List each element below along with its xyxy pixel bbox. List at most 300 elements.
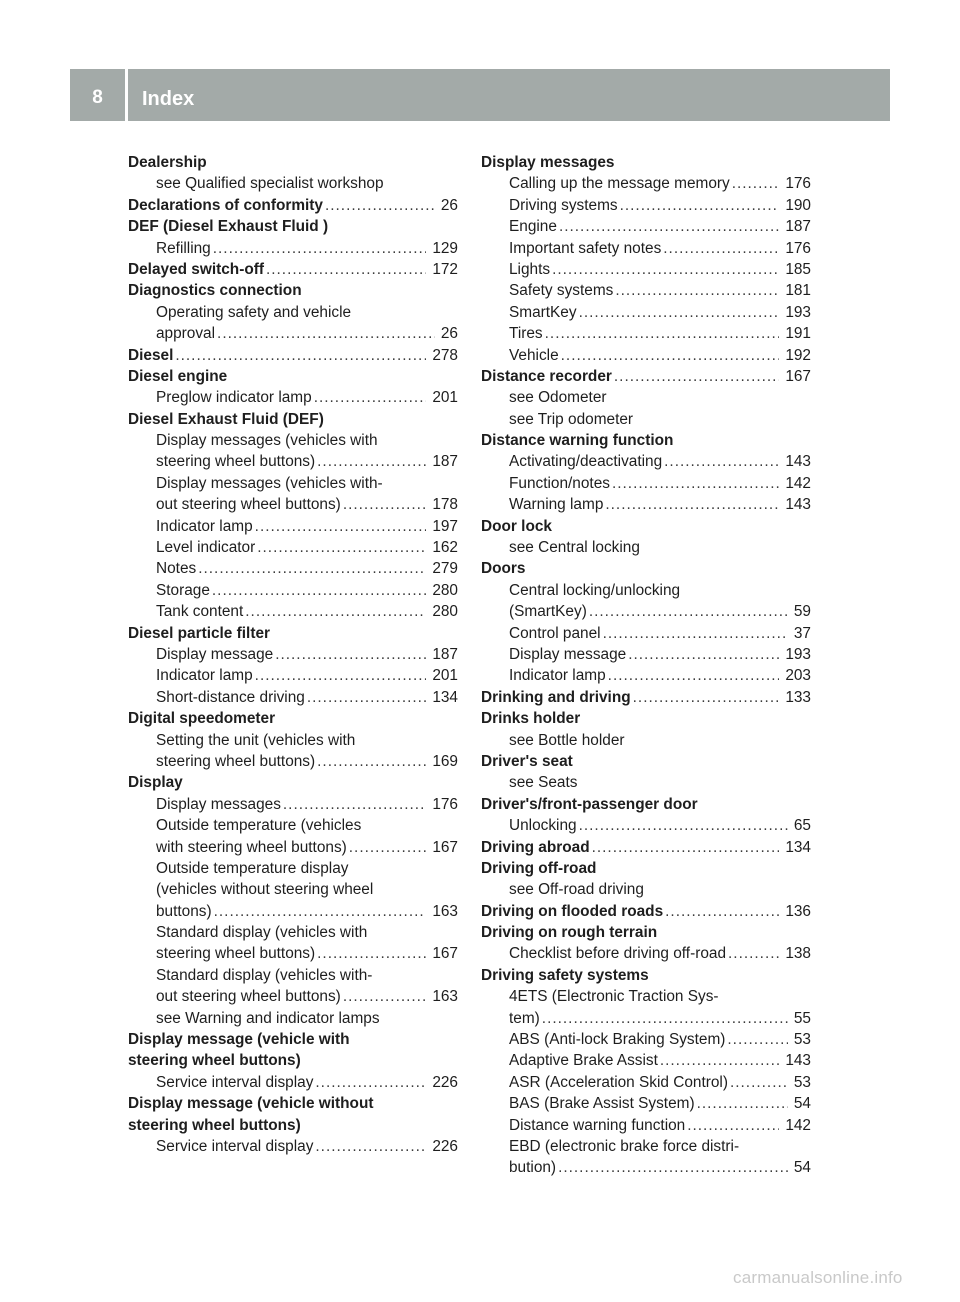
index-subentry — [481, 1115, 811, 1136]
entry-text: see Off-road driving — [509, 881, 644, 899]
index-subentry — [128, 858, 458, 879]
page-number: 8 — [92, 87, 103, 108]
index-subentry — [128, 494, 458, 515]
index-subentry — [128, 901, 458, 922]
index-subentry — [128, 751, 458, 772]
dot-leader — [315, 451, 426, 472]
entry-text: steering wheel buttons) — [156, 752, 316, 770]
page-reference[interactable]: 187 — [432, 645, 458, 663]
entry-text: bution) — [509, 1159, 557, 1177]
entry-text: Operating safety and vehicle — [156, 303, 352, 321]
entry-text: Lights — [509, 260, 551, 278]
page-reference[interactable]: 226 — [432, 1073, 458, 1091]
watermark: carmanualsonline.info — [733, 1268, 903, 1287]
index-subentry — [481, 216, 811, 237]
dot-leader — [603, 494, 779, 515]
page-reference[interactable]: 138 — [785, 945, 811, 963]
entry-text: Central locking/unlocking — [509, 581, 681, 599]
index-heading — [128, 152, 458, 173]
index-subentry — [128, 302, 458, 323]
dot-leader — [587, 601, 788, 622]
entry-text: steering wheel buttons) — [156, 453, 316, 471]
index-subentry — [481, 986, 811, 1007]
page-reference[interactable]: 203 — [785, 667, 811, 685]
index-subentry — [481, 580, 811, 601]
section-title: Index — [142, 88, 195, 110]
index-subentry — [128, 238, 458, 259]
index-heading — [481, 837, 811, 858]
entry-text: Function/notes — [509, 474, 610, 492]
entry-text: Short-distance driving — [156, 688, 305, 706]
entry-text: Standard display (vehicles with- — [156, 966, 373, 984]
page-reference[interactable]: 53 — [793, 1031, 811, 1049]
page-reference[interactable]: 278 — [432, 346, 458, 364]
index-heading — [128, 280, 458, 301]
index-heading — [481, 558, 811, 579]
index-subentry — [128, 1072, 458, 1093]
entry-text: Standard display (vehicles with — [156, 924, 368, 942]
entry-text: see Bottle holder — [509, 731, 625, 749]
index-heading — [481, 858, 811, 879]
index-subentry — [128, 1136, 458, 1157]
dot-leader — [577, 815, 788, 836]
index-heading — [128, 366, 458, 387]
entry-text: ABS (Anti-lock Braking System) — [509, 1031, 726, 1049]
entry-text: Warning lamp — [509, 496, 604, 514]
dot-leader — [341, 494, 427, 515]
index-subentry — [128, 730, 458, 751]
page-reference[interactable]: 172 — [432, 260, 458, 278]
index-subentry — [481, 259, 811, 280]
entry-text: Outside temperature (vehicles — [156, 817, 362, 835]
index-subentry — [128, 430, 458, 451]
index-subentry — [481, 473, 811, 494]
entry-text: 4ETS (Electronic Traction Sys- — [509, 988, 719, 1006]
entry-text: Activating/deactivating — [509, 453, 663, 471]
index-subentry — [128, 1008, 458, 1029]
page-reference[interactable]: 134 — [785, 838, 811, 856]
index-subentry — [128, 473, 458, 494]
entry-text: Safety systems — [509, 282, 614, 300]
index-column-right — [481, 152, 811, 1179]
index-subentry — [481, 730, 811, 751]
index-heading — [128, 409, 458, 430]
entry-text: Driving safety systems — [481, 966, 649, 984]
page-reference[interactable]: 191 — [785, 325, 811, 343]
dot-leader — [730, 173, 780, 194]
entry-text: ASR (Acceleration Skid Control) — [509, 1073, 728, 1091]
entry-text: steering wheel buttons) — [156, 945, 316, 963]
dot-leader — [543, 323, 780, 344]
entry-text: Indicator lamp — [156, 517, 253, 535]
index-heading — [481, 687, 811, 708]
page-reference[interactable]: 187 — [432, 453, 458, 471]
entry-text: see Qualified specialist workshop — [156, 175, 384, 193]
index-heading — [481, 152, 811, 173]
index-subentry — [481, 1072, 811, 1093]
index-heading — [481, 794, 811, 815]
index-subentry — [481, 323, 811, 344]
page-reference[interactable]: 176 — [432, 795, 458, 813]
entry-text: Doors — [481, 560, 526, 578]
page-reference[interactable]: 167 — [432, 838, 458, 856]
index-subentry — [481, 451, 811, 472]
page-reference[interactable]: 193 — [785, 303, 811, 321]
index-subentry — [481, 601, 811, 622]
index-heading — [128, 1115, 458, 1136]
dot-leader — [211, 238, 427, 259]
entry-text: Drinking and driving — [481, 688, 631, 706]
entry-text: Diesel particle filter — [128, 624, 270, 642]
entry-text: Display messages — [481, 154, 615, 171]
dot-leader — [658, 1050, 779, 1071]
page-reference[interactable]: 190 — [785, 196, 811, 214]
index-subentry — [481, 1008, 811, 1029]
index-subentry — [481, 623, 811, 644]
entry-text: Preglow indicator lamp — [156, 389, 312, 407]
index-subentry — [481, 387, 811, 408]
index-subentry — [128, 323, 458, 344]
index-subentry — [481, 238, 811, 259]
page-reference[interactable]: 280 — [432, 603, 458, 621]
page-reference[interactable]: 134 — [432, 688, 458, 706]
index-column-left — [128, 152, 458, 1157]
dot-leader — [590, 837, 780, 858]
entry-text: Engine — [509, 218, 557, 236]
dot-leader — [312, 387, 427, 408]
entry-text: Display message (vehicle without — [128, 1095, 374, 1113]
page-reference[interactable]: 133 — [785, 688, 811, 706]
dot-leader — [685, 1115, 779, 1136]
dot-leader — [606, 665, 780, 686]
index-subentry — [481, 1029, 811, 1050]
index-heading — [481, 965, 811, 986]
dot-leader — [556, 1157, 788, 1178]
page-reference[interactable]: 197 — [432, 517, 458, 535]
page-reference[interactable]: 37 — [793, 624, 811, 642]
entry-text: DEF (Diesel Exhaust Fluid ) — [128, 218, 329, 236]
index-subentry — [481, 345, 811, 366]
entry-text: steering wheel buttons) — [128, 1052, 301, 1070]
page-reference[interactable]: 129 — [432, 239, 458, 257]
index-heading — [481, 516, 811, 537]
entry-text: Setting the unit (vehicles with — [156, 731, 356, 749]
dot-leader — [662, 451, 779, 472]
dot-leader — [212, 901, 427, 922]
entry-text: out steering wheel buttons) — [156, 496, 341, 514]
entry-text: Indicator lamp — [156, 667, 253, 685]
dot-leader — [315, 943, 426, 964]
entry-text: BAS (Brake Assist System) — [509, 1095, 695, 1113]
entry-text: Storage — [156, 581, 210, 599]
page-reference[interactable]: 142 — [785, 1116, 811, 1134]
dot-leader — [173, 345, 426, 366]
index-subentry — [481, 1157, 811, 1178]
dot-leader — [661, 238, 779, 259]
entry-text: Display message (vehicle with — [128, 1031, 350, 1049]
index-subentry — [128, 815, 458, 836]
index-subentry — [128, 537, 458, 558]
dot-leader — [601, 623, 788, 644]
dot-leader — [243, 601, 426, 622]
dot-leader — [253, 665, 427, 686]
entry-text: Driving off-road — [481, 859, 597, 877]
entry-text: Dealership — [128, 154, 207, 171]
index-heading — [481, 751, 811, 772]
dot-leader — [610, 473, 779, 494]
page-reference[interactable]: 59 — [793, 603, 811, 621]
entry-text: buttons) — [156, 902, 212, 920]
page-reference[interactable]: 176 — [785, 239, 811, 257]
index-heading — [481, 708, 811, 729]
dot-leader — [210, 580, 426, 601]
index-heading — [128, 1093, 458, 1114]
dot-leader — [557, 216, 779, 237]
page-reference[interactable]: 136 — [785, 902, 811, 920]
entry-text: Diesel Exhaust Fluid (DEF) — [128, 410, 324, 428]
index-subentry — [128, 879, 458, 900]
page-reference[interactable]: 55 — [793, 1009, 811, 1027]
entry-text: Display message — [156, 645, 274, 663]
page-reference[interactable]: 163 — [432, 902, 458, 920]
entry-text: Important safety notes — [509, 239, 662, 257]
index-heading — [128, 623, 458, 644]
dot-leader — [323, 195, 435, 216]
index-heading — [128, 345, 458, 366]
entry-text: Tires — [509, 325, 543, 343]
index-subentry — [481, 815, 811, 836]
entry-text: Adaptive Brake Assist — [509, 1052, 658, 1070]
index-heading — [481, 901, 811, 922]
entry-text: steering wheel buttons) — [128, 1116, 301, 1134]
entry-text: Display messages (vehicles with- — [156, 474, 383, 492]
dot-leader — [315, 751, 426, 772]
header-divider — [125, 69, 128, 121]
index-subentry — [128, 516, 458, 537]
index-subentry — [481, 644, 811, 665]
entry-text: Service interval display — [156, 1073, 314, 1091]
page-reference[interactable]: 54 — [793, 1159, 811, 1177]
entry-text: Drinks holder — [481, 710, 581, 728]
dot-leader — [726, 943, 779, 964]
dot-leader — [612, 366, 779, 387]
entry-text: Driver's seat — [481, 752, 573, 770]
page-reference[interactable]: 193 — [785, 645, 811, 663]
page-reference[interactable]: 143 — [785, 496, 811, 514]
entry-text: Display — [128, 774, 183, 792]
index-subentry — [128, 687, 458, 708]
entry-text: Driving systems — [509, 196, 618, 214]
index-subentry — [128, 837, 458, 858]
dot-leader — [313, 1136, 426, 1157]
index-subentry — [128, 965, 458, 986]
index-subentry — [481, 173, 811, 194]
index-subentry — [481, 494, 811, 515]
entry-text: see Warning and indicator lamps — [156, 1009, 380, 1027]
entry-text: Control panel — [509, 624, 601, 642]
entry-text: Digital speedometer — [128, 710, 276, 728]
entry-text: see Central locking — [509, 539, 640, 557]
entry-text: Driving on flooded roads — [481, 902, 664, 920]
index-subentry — [128, 943, 458, 964]
page-reference[interactable]: 143 — [785, 1052, 811, 1070]
dot-leader — [281, 794, 426, 815]
entry-text: Delayed switch-off — [128, 260, 264, 278]
dot-leader — [559, 345, 780, 366]
dot-leader — [725, 1029, 787, 1050]
entry-text: Driving abroad — [481, 838, 590, 856]
entry-text: Distance recorder — [481, 367, 612, 385]
entry-text: Checklist before driving off-road — [509, 945, 727, 963]
entry-text: see Trip odometer — [509, 410, 634, 428]
index-heading — [128, 259, 458, 280]
dot-leader — [577, 302, 780, 323]
index-subentry — [128, 580, 458, 601]
page-reference[interactable]: 185 — [785, 260, 811, 278]
index-heading — [481, 922, 811, 943]
entry-text: EBD (electronic brake force distri- — [509, 1137, 740, 1155]
entry-text: Tank content — [156, 603, 244, 621]
entry-text: tem) — [509, 1009, 540, 1027]
index-heading — [128, 216, 458, 237]
index-subentry — [128, 173, 458, 194]
index-subentry — [128, 922, 458, 943]
entry-text: Indicator lamp — [509, 667, 606, 685]
entry-text: Service interval display — [156, 1137, 314, 1155]
index-subentry — [481, 665, 811, 686]
index-subentry — [481, 1093, 811, 1114]
dot-leader — [626, 644, 779, 665]
index-heading — [128, 1029, 458, 1050]
page-reference[interactable]: 178 — [432, 496, 458, 514]
page-reference[interactable]: 279 — [432, 560, 458, 578]
dot-leader — [273, 644, 426, 665]
page-reference[interactable]: 142 — [785, 474, 811, 492]
page-reference[interactable]: 181 — [785, 282, 811, 300]
page-reference[interactable]: 143 — [785, 453, 811, 471]
dot-leader — [613, 280, 779, 301]
page-reference[interactable]: 176 — [785, 175, 811, 193]
index-subentry — [481, 1050, 811, 1071]
entry-text: Diagnostics connection — [128, 282, 302, 300]
page-reference[interactable]: 26 — [440, 196, 458, 214]
entry-text: Vehicle — [509, 346, 559, 364]
index-subentry — [481, 302, 811, 323]
index-heading — [481, 366, 811, 387]
page-reference[interactable]: 169 — [432, 752, 458, 770]
entry-text: Door lock — [481, 517, 552, 535]
dot-leader — [631, 687, 780, 708]
entry-text: (SmartKey) — [509, 603, 587, 621]
entry-text: Distance warning function — [509, 1116, 686, 1134]
entry-text: Distance warning function — [481, 432, 674, 450]
entry-text: Diesel — [128, 346, 174, 364]
entry-text: Diesel engine — [128, 367, 228, 385]
index-subentry — [128, 451, 458, 472]
index-subentry — [128, 986, 458, 1007]
page-reference[interactable]: 192 — [785, 346, 811, 364]
index-subentry — [481, 879, 811, 900]
index-subentry — [128, 794, 458, 815]
index-heading — [128, 772, 458, 793]
entry-text: SmartKey — [509, 303, 577, 321]
entry-text: see Odometer — [509, 389, 607, 407]
dot-leader — [347, 837, 427, 858]
entry-text: out steering wheel buttons) — [156, 988, 341, 1006]
dot-leader — [215, 323, 435, 344]
dot-leader — [253, 516, 427, 537]
dot-leader — [663, 901, 779, 922]
index-heading — [128, 708, 458, 729]
dot-leader — [264, 259, 426, 280]
page-reference[interactable]: 226 — [432, 1137, 458, 1155]
dot-leader — [540, 1008, 788, 1029]
dot-leader — [255, 537, 426, 558]
entry-text: Unlocking — [509, 817, 577, 835]
entry-text: see Seats — [509, 774, 578, 792]
index-subentry — [481, 1136, 811, 1157]
page-reference[interactable]: 280 — [432, 581, 458, 599]
index-subentry — [481, 943, 811, 964]
index-subentry — [481, 537, 811, 558]
page-reference[interactable]: 201 — [432, 667, 458, 685]
index-heading — [481, 430, 811, 451]
index-subentry — [128, 665, 458, 686]
page-reference[interactable]: 26 — [440, 325, 458, 343]
page-reference[interactable]: 167 — [785, 367, 811, 385]
entry-text: Notes — [156, 560, 197, 578]
page-reference[interactable]: 65 — [793, 817, 811, 835]
page-reference[interactable]: 201 — [432, 389, 458, 407]
page-reference[interactable]: 53 — [793, 1073, 811, 1091]
entry-text: Outside temperature display — [156, 859, 349, 877]
page-reference[interactable]: 167 — [432, 945, 458, 963]
entry-text: approval — [156, 325, 216, 343]
dot-leader — [305, 687, 426, 708]
dot-leader — [196, 558, 426, 579]
entry-text: Refilling — [156, 239, 211, 257]
index-subentry — [128, 558, 458, 579]
index-subentry — [481, 409, 811, 430]
entry-text: Level indicator — [156, 539, 256, 557]
index-heading — [128, 195, 458, 216]
page-header — [70, 69, 890, 121]
entry-text: Calling up the message memory — [509, 175, 730, 193]
entry-text: Declarations of conformity — [128, 196, 323, 214]
index-subentry — [128, 387, 458, 408]
index-subentry — [128, 601, 458, 622]
page-reference[interactable]: 163 — [432, 988, 458, 1006]
dot-leader — [313, 1072, 426, 1093]
index-subentry — [481, 280, 811, 301]
entry-text: Display message — [509, 645, 627, 663]
entry-text: with steering wheel buttons) — [156, 838, 347, 856]
entry-text: (vehicles without steering wheel — [156, 881, 374, 899]
dot-leader — [618, 195, 780, 216]
page-reference[interactable]: 187 — [785, 218, 811, 236]
index-heading — [128, 1050, 458, 1071]
page-reference[interactable]: 54 — [793, 1095, 811, 1113]
dot-leader — [728, 1072, 788, 1093]
entry-text: Driving on rough terrain — [481, 924, 658, 942]
page-reference[interactable]: 162 — [432, 539, 458, 557]
entry-text: Display messages (vehicles with — [156, 432, 378, 450]
dot-leader — [341, 986, 427, 1007]
entry-text: Driver's/front-passenger door — [481, 795, 698, 813]
index-subentry — [128, 644, 458, 665]
dot-leader — [695, 1093, 788, 1114]
entry-text: Display messages — [156, 795, 281, 813]
